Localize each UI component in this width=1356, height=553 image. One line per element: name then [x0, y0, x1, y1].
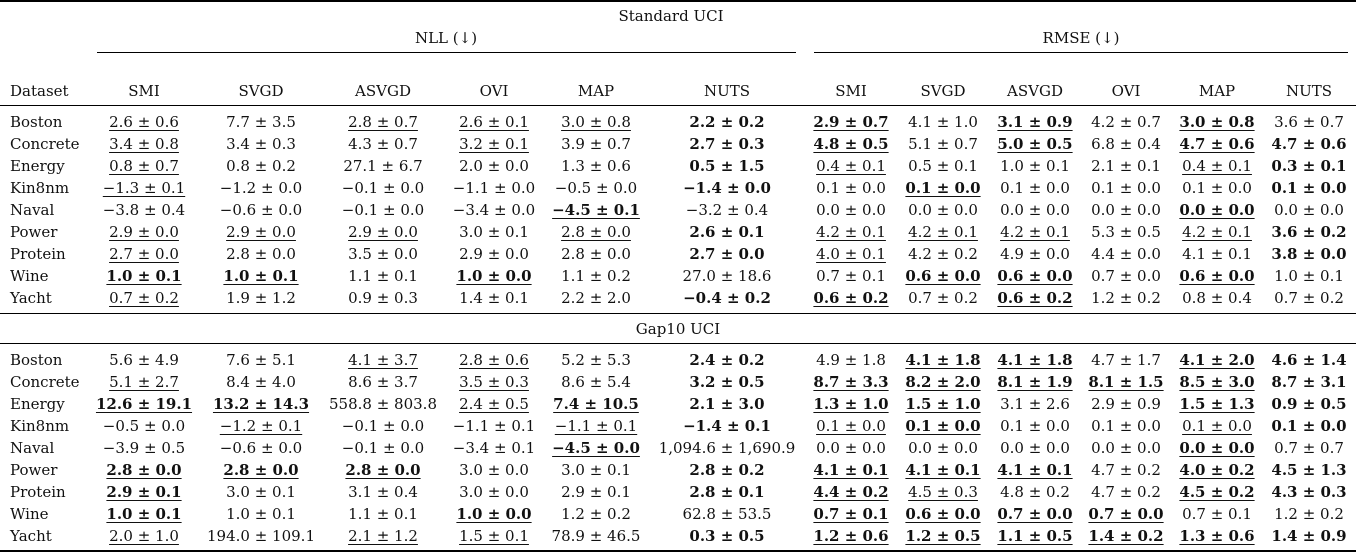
table-cell: 0.0 ± 0.0 [1179, 439, 1255, 457]
table-cell: −1.1 ± 0.1 [452, 417, 536, 435]
table-cell: 3.8 ± 0.0 [1271, 245, 1347, 263]
table-cell: 4.8 ± 0.2 [1000, 483, 1070, 501]
table-cell: 2.2 ± 0.2 [689, 113, 765, 131]
table-cell: 4.4 ± 0.2 [813, 483, 889, 501]
table-cell: 0.6 ± 0.0 [997, 267, 1073, 285]
dataset-label: Protein [10, 483, 66, 501]
section-rule-top [0, 313, 1356, 314]
table-cell: 2.9 ± 0.0 [109, 223, 179, 241]
column-header-asvgd-rmse: ASVGD [1007, 82, 1063, 100]
table-cell: 2.0 ± 1.0 [109, 527, 179, 545]
table-cell: 1.4 ± 0.2 [1088, 527, 1164, 545]
table-cell: 2.9 ± 0.0 [459, 245, 529, 263]
column-header-smi-nll: SMI [128, 82, 160, 100]
table-cell: 3.6 ± 0.2 [1271, 223, 1347, 241]
table-cell: 4.5 ± 1.3 [1271, 461, 1347, 479]
table-cell: 78.9 ± 46.5 [551, 527, 641, 545]
table-cell: 5.6 ± 4.9 [109, 351, 179, 369]
table-cell: 2.9 ± 0.0 [348, 223, 418, 241]
table-cell: 0.0 ± 0.0 [1179, 201, 1255, 219]
table-cell: 0.1 ± 0.0 [1000, 417, 1070, 435]
table-cell: 3.1 ± 2.6 [1000, 395, 1070, 413]
table-cell: 1.0 ± 0.0 [456, 505, 532, 523]
table-cell: 1.0 ± 0.1 [106, 267, 182, 285]
table-cell: 4.2 ± 0.1 [1000, 223, 1070, 241]
table-cell: 0.6 ± 0.0 [905, 267, 981, 285]
table-cell: −1.1 ± 0.1 [554, 417, 638, 435]
table-cell: 3.0 ± 0.8 [561, 113, 631, 131]
table-cell: 0.3 ± 0.5 [689, 527, 765, 545]
table-cell: 8.5 ± 3.0 [1179, 373, 1255, 391]
table-cell: 3.0 ± 0.0 [459, 461, 529, 479]
table-cell: 1.3 ± 0.6 [1179, 527, 1255, 545]
table-cell: 4.4 ± 0.0 [1091, 245, 1161, 263]
table-cell: 62.8 ± 53.5 [682, 505, 772, 523]
table-cell: 3.2 ± 0.1 [459, 135, 529, 153]
table-cell: 13.2 ± 14.3 [212, 395, 310, 413]
table-cell: 0.7 ± 0.2 [908, 289, 978, 307]
table-cell: −0.1 ± 0.0 [341, 417, 425, 435]
table-cell: 4.2 ± 0.7 [1091, 113, 1161, 131]
table-cell: 0.0 ± 0.0 [816, 201, 886, 219]
table-cell: 1.5 ± 1.3 [1179, 395, 1255, 413]
table-cell: 1.9 ± 1.2 [226, 289, 296, 307]
table-cell: 2.9 ± 0.7 [813, 113, 889, 131]
dataset-label: Naval [10, 439, 55, 457]
table-cell: 0.5 ± 1.5 [689, 157, 765, 175]
table-cell: 0.6 ± 0.0 [905, 505, 981, 523]
table-cell: 1.3 ± 1.0 [813, 395, 889, 413]
table-cell: −4.5 ± 0.1 [552, 201, 640, 219]
table-cell: 2.9 ± 0.1 [561, 483, 631, 501]
table-cell: 1.0 ± 0.1 [226, 505, 296, 523]
table-cell: 8.6 ± 3.7 [348, 373, 418, 391]
table-cell: 1.0 ± 0.1 [106, 505, 182, 523]
table-cell: 0.7 ± 0.2 [1274, 289, 1344, 307]
table-cell: 2.9 ± 0.0 [226, 223, 296, 241]
table-cell: 2.8 ± 0.0 [561, 223, 631, 241]
table-cell: 4.2 ± 0.1 [908, 223, 978, 241]
dataset-label: Boston [10, 113, 63, 131]
table-cell: 0.0 ± 0.0 [1274, 201, 1344, 219]
table-cell: 7.7 ± 3.5 [226, 113, 296, 131]
dataset-label: Yacht [10, 527, 52, 545]
table-cell: 0.0 ± 0.0 [908, 439, 978, 457]
table-cell: 2.1 ± 1.2 [348, 527, 418, 545]
dataset-label: Concrete [10, 135, 80, 153]
table-cell: 0.7 ± 0.7 [1274, 439, 1344, 457]
table-cell: 0.1 ± 0.0 [1091, 417, 1161, 435]
table-cell: 2.2 ± 2.0 [561, 289, 631, 307]
bottom-rule [0, 550, 1356, 552]
dataset-header: Dataset [10, 82, 69, 100]
column-header-svgd-nll: SVGD [238, 82, 284, 100]
rmse-rule [814, 52, 1348, 53]
table-cell: 0.6 ± 0.0 [1179, 267, 1255, 285]
column-header-nuts-nll: NUTS [703, 82, 751, 100]
table-cell: 2.8 ± 0.0 [345, 461, 421, 479]
table-cell: 0.1 ± 0.0 [1271, 179, 1347, 197]
table-cell: 2.8 ± 0.1 [689, 483, 765, 501]
table-cell: 4.3 ± 0.3 [1271, 483, 1347, 501]
nll-header: NLL (↓) [414, 29, 478, 47]
dataset-label: Energy [10, 157, 65, 175]
table-cell: 1.2 ± 0.2 [1091, 289, 1161, 307]
table-cell: 4.1 ± 2.0 [1179, 351, 1255, 369]
table-cell: 0.0 ± 0.0 [816, 439, 886, 457]
table-cell: 1,094.6 ± 1,690.9 [658, 439, 796, 457]
table-cell: 0.1 ± 0.0 [1182, 417, 1252, 435]
dataset-label: Boston [10, 351, 63, 369]
table-cell: −3.9 ± 0.5 [102, 439, 186, 457]
column-header-asvgd-nll: ASVGD [355, 82, 411, 100]
table-cell: 1.2 ± 0.2 [1274, 505, 1344, 523]
table-cell: 4.7 ± 1.7 [1091, 351, 1161, 369]
table-cell: 3.0 ± 0.1 [561, 461, 631, 479]
table-cell: 3.2 ± 0.5 [689, 373, 765, 391]
table-cell: 3.0 ± 0.1 [459, 223, 529, 241]
table-cell: 2.8 ± 0.0 [106, 461, 182, 479]
table-cell: 4.7 ± 0.6 [1179, 135, 1255, 153]
dataset-label: Protein [10, 245, 66, 263]
table-cell: 8.1 ± 1.5 [1088, 373, 1164, 391]
table-cell: 4.7 ± 0.6 [1271, 135, 1347, 153]
table-cell: 3.5 ± 0.0 [348, 245, 418, 263]
column-header-map-nll: MAP [577, 82, 615, 100]
table-cell: 0.7 ± 0.0 [1091, 267, 1161, 285]
table-cell: 27.1 ± 6.7 [343, 157, 423, 175]
table-cell: 0.0 ± 0.0 [1000, 201, 1070, 219]
table-cell: 2.4 ± 0.5 [459, 395, 529, 413]
table-cell: 7.6 ± 5.1 [226, 351, 296, 369]
table-cell: 2.8 ± 0.0 [561, 245, 631, 263]
table-cell: 2.6 ± 0.1 [459, 113, 529, 131]
header-rule [0, 105, 1356, 106]
table-cell: 0.6 ± 0.2 [997, 289, 1073, 307]
table-cell: 1.0 ± 0.1 [1000, 157, 1070, 175]
table-cell: 3.6 ± 0.7 [1274, 113, 1344, 131]
table-cell: 558.8 ± 803.8 [329, 395, 437, 413]
table-cell: 8.6 ± 5.4 [561, 373, 631, 391]
dataset-label: Power [10, 223, 58, 241]
table-cell: 4.7 ± 0.2 [1091, 483, 1161, 501]
table-cell: 3.0 ± 0.0 [459, 483, 529, 501]
table-cell: 3.4 ± 0.8 [109, 135, 179, 153]
table-cell: 0.0 ± 0.0 [1000, 439, 1070, 457]
table-cell: 0.0 ± 0.0 [1091, 439, 1161, 457]
table-cell: 1.4 ± 0.1 [459, 289, 529, 307]
table-cell: 0.1 ± 0.0 [905, 179, 981, 197]
section-title-gap10: Gap10 UCI [635, 320, 721, 338]
dataset-label: Naval [10, 201, 55, 219]
dataset-label: Wine [10, 267, 49, 285]
table-cell: −3.4 ± 0.1 [452, 439, 536, 457]
table-cell: 4.3 ± 0.7 [348, 135, 418, 153]
table-cell: −0.1 ± 0.0 [341, 201, 425, 219]
table-cell: 3.0 ± 0.8 [1179, 113, 1255, 131]
table-cell: 2.0 ± 0.0 [459, 157, 529, 175]
table-cell: 2.6 ± 0.6 [109, 113, 179, 131]
table-cell: 1.2 ± 0.2 [561, 505, 631, 523]
table-cell: 3.0 ± 0.1 [226, 483, 296, 501]
table-cell: 0.7 ± 0.2 [109, 289, 179, 307]
dataset-label: Energy [10, 395, 65, 413]
dataset-label: Kin8nm [10, 179, 70, 197]
table-cell: −1.3 ± 0.1 [102, 179, 186, 197]
table-cell: 4.2 ± 0.1 [816, 223, 886, 241]
table-cell: 0.7 ± 0.0 [1088, 505, 1164, 523]
table-cell: −0.1 ± 0.0 [341, 439, 425, 457]
table-cell: 2.1 ± 3.0 [689, 395, 765, 413]
table-cell: 1.5 ± 0.1 [459, 527, 529, 545]
table-cell: 4.1 ± 0.1 [997, 461, 1073, 479]
rmse-header: RMSE (↓) [1042, 29, 1120, 47]
table-cell: 0.7 ± 0.1 [816, 267, 886, 285]
table-cell: 1.1 ± 0.1 [348, 267, 418, 285]
table-cell: 8.4 ± 4.0 [226, 373, 296, 391]
table-cell: 4.8 ± 0.5 [813, 135, 889, 153]
table-cell: 1.5 ± 1.0 [905, 395, 981, 413]
table-cell: 0.1 ± 0.0 [1000, 179, 1070, 197]
column-header-ovi-rmse: OVI [1111, 82, 1141, 100]
dataset-label: Kin8nm [10, 417, 70, 435]
table-cell: 4.1 ± 0.1 [813, 461, 889, 479]
table-cell: 2.7 ± 0.0 [109, 245, 179, 263]
table-cell: 0.0 ± 0.0 [908, 201, 978, 219]
table-cell: 5.3 ± 0.5 [1091, 223, 1161, 241]
table-cell: 4.1 ± 1.0 [908, 113, 978, 131]
table-cell: 2.8 ± 0.7 [348, 113, 418, 131]
column-header-svgd-rmse: SVGD [920, 82, 966, 100]
column-header-map-rmse: MAP [1198, 82, 1236, 100]
table-cell: 7.4 ± 10.5 [553, 395, 639, 413]
table-cell: 4.7 ± 0.2 [1091, 461, 1161, 479]
table-cell: 2.1 ± 0.1 [1091, 157, 1161, 175]
table-cell: 1.0 ± 0.1 [223, 267, 299, 285]
table-cell: 8.2 ± 2.0 [905, 373, 981, 391]
table-cell: 0.8 ± 0.4 [1182, 289, 1252, 307]
table-cell: 8.7 ± 3.3 [813, 373, 889, 391]
table-cell: 4.5 ± 0.3 [908, 483, 978, 501]
dataset-label: Wine [10, 505, 49, 523]
table-cell: −0.5 ± 0.0 [554, 179, 638, 197]
table-cell: −4.5 ± 0.0 [552, 439, 640, 457]
table-cell: 0.7 ± 0.1 [1182, 505, 1252, 523]
top-rule [0, 0, 1356, 2]
table-cell: −0.6 ± 0.0 [219, 201, 303, 219]
table-cell: 0.8 ± 0.2 [226, 157, 296, 175]
table-cell: −1.2 ± 0.1 [219, 417, 303, 435]
table-cell: 2.8 ± 0.0 [226, 245, 296, 263]
table-cell: 0.4 ± 0.1 [816, 157, 886, 175]
table-cell: 4.1 ± 1.8 [997, 351, 1073, 369]
table-cell: 4.0 ± 0.1 [816, 245, 886, 263]
table-cell: 1.2 ± 0.6 [813, 527, 889, 545]
table-cell: 4.6 ± 1.4 [1271, 351, 1347, 369]
table-cell: −0.4 ± 0.2 [683, 289, 771, 307]
table-cell: 2.9 ± 0.9 [1091, 395, 1161, 413]
table-cell: 3.1 ± 0.4 [348, 483, 418, 501]
table-cell: 4.0 ± 0.2 [1179, 461, 1255, 479]
table-cell: −0.6 ± 0.0 [219, 439, 303, 457]
table-cell: 5.1 ± 2.7 [109, 373, 179, 391]
table-cell: −0.1 ± 0.0 [341, 179, 425, 197]
table-cell: −1.4 ± 0.1 [683, 417, 771, 435]
table-cell: 3.9 ± 0.7 [561, 135, 631, 153]
table-cell: 4.1 ± 1.8 [905, 351, 981, 369]
table-cell: 0.7 ± 0.1 [813, 505, 889, 523]
table-cell: 0.1 ± 0.0 [1271, 417, 1347, 435]
table-cell: 1.4 ± 0.9 [1271, 527, 1347, 545]
section-rule-bottom [0, 343, 1356, 344]
table-cell: 4.5 ± 0.2 [1179, 483, 1255, 501]
table-cell: 0.9 ± 0.3 [348, 289, 418, 307]
table-cell: 8.1 ± 1.9 [997, 373, 1073, 391]
column-header-nuts-rmse: NUTS [1285, 82, 1333, 100]
table-cell: 1.1 ± 0.1 [348, 505, 418, 523]
table-cell: 0.0 ± 0.0 [1091, 201, 1161, 219]
table-cell: 1.2 ± 0.5 [905, 527, 981, 545]
table-cell: −0.5 ± 0.0 [102, 417, 186, 435]
group-title: Standard UCI [618, 7, 724, 25]
nll-rule [97, 52, 796, 53]
table-cell: 0.9 ± 0.5 [1271, 395, 1347, 413]
table-cell: 0.3 ± 0.1 [1271, 157, 1347, 175]
table-cell: 2.4 ± 0.2 [689, 351, 765, 369]
dataset-label: Yacht [10, 289, 52, 307]
table-cell: −1.1 ± 0.0 [452, 179, 536, 197]
table-cell: 2.7 ± 0.3 [689, 135, 765, 153]
table-cell: 12.6 ± 19.1 [95, 395, 193, 413]
table-cell: 1.3 ± 0.6 [561, 157, 631, 175]
table-cell: −3.8 ± 0.4 [102, 201, 186, 219]
table-cell: 0.1 ± 0.0 [1182, 179, 1252, 197]
dataset-label: Power [10, 461, 58, 479]
table-cell: 6.8 ± 0.4 [1091, 135, 1161, 153]
column-header-smi-rmse: SMI [835, 82, 867, 100]
table-cell: 2.8 ± 0.0 [223, 461, 299, 479]
table-cell: 2.8 ± 0.6 [459, 351, 529, 369]
table-cell: 0.4 ± 0.1 [1182, 157, 1252, 175]
table-cell: 4.9 ± 1.8 [816, 351, 886, 369]
table-cell: 5.1 ± 0.7 [908, 135, 978, 153]
table-cell: 0.1 ± 0.0 [816, 417, 886, 435]
table-cell: 3.4 ± 0.3 [226, 135, 296, 153]
table-cell: 0.6 ± 0.2 [813, 289, 889, 307]
table-cell: 3.1 ± 0.9 [997, 113, 1073, 131]
table-cell: 0.1 ± 0.0 [816, 179, 886, 197]
table-cell: 0.8 ± 0.7 [109, 157, 179, 175]
table-cell: 1.1 ± 0.2 [561, 267, 631, 285]
table-cell: 4.2 ± 0.1 [1182, 223, 1252, 241]
table-cell: 0.1 ± 0.0 [905, 417, 981, 435]
table-cell: 5.0 ± 0.5 [997, 135, 1073, 153]
table-cell: 1.1 ± 0.5 [997, 527, 1073, 545]
table-cell: 2.8 ± 0.2 [689, 461, 765, 479]
table-cell: 5.2 ± 5.3 [561, 351, 631, 369]
table-cell: 27.0 ± 18.6 [682, 267, 772, 285]
table-cell: 0.7 ± 0.0 [997, 505, 1073, 523]
table-cell: 4.9 ± 0.0 [1000, 245, 1070, 263]
table-cell: 8.7 ± 3.1 [1271, 373, 1347, 391]
table-cell: −1.4 ± 0.0 [683, 179, 771, 197]
table-cell: −3.4 ± 0.0 [452, 201, 536, 219]
table-cell: 4.2 ± 0.2 [908, 245, 978, 263]
table-cell: 3.5 ± 0.3 [459, 373, 529, 391]
table-cell: 2.7 ± 0.0 [689, 245, 765, 263]
table-cell: −3.2 ± 0.4 [685, 201, 769, 219]
table-cell: 0.1 ± 0.0 [1091, 179, 1161, 197]
table-cell: 2.6 ± 0.1 [689, 223, 765, 241]
table-cell: 4.1 ± 0.1 [1182, 245, 1252, 263]
table-cell: 2.9 ± 0.1 [106, 483, 182, 501]
table-cell: 1.0 ± 0.1 [1274, 267, 1344, 285]
table-cell: 0.5 ± 0.1 [908, 157, 978, 175]
column-header-ovi-nll: OVI [479, 82, 509, 100]
table-cell: 194.0 ± 109.1 [207, 527, 315, 545]
table-cell: −1.2 ± 0.0 [219, 179, 303, 197]
table-cell: 1.0 ± 0.0 [456, 267, 532, 285]
table-cell: 4.1 ± 0.1 [905, 461, 981, 479]
table-cell: 4.1 ± 3.7 [348, 351, 418, 369]
dataset-label: Concrete [10, 373, 80, 391]
